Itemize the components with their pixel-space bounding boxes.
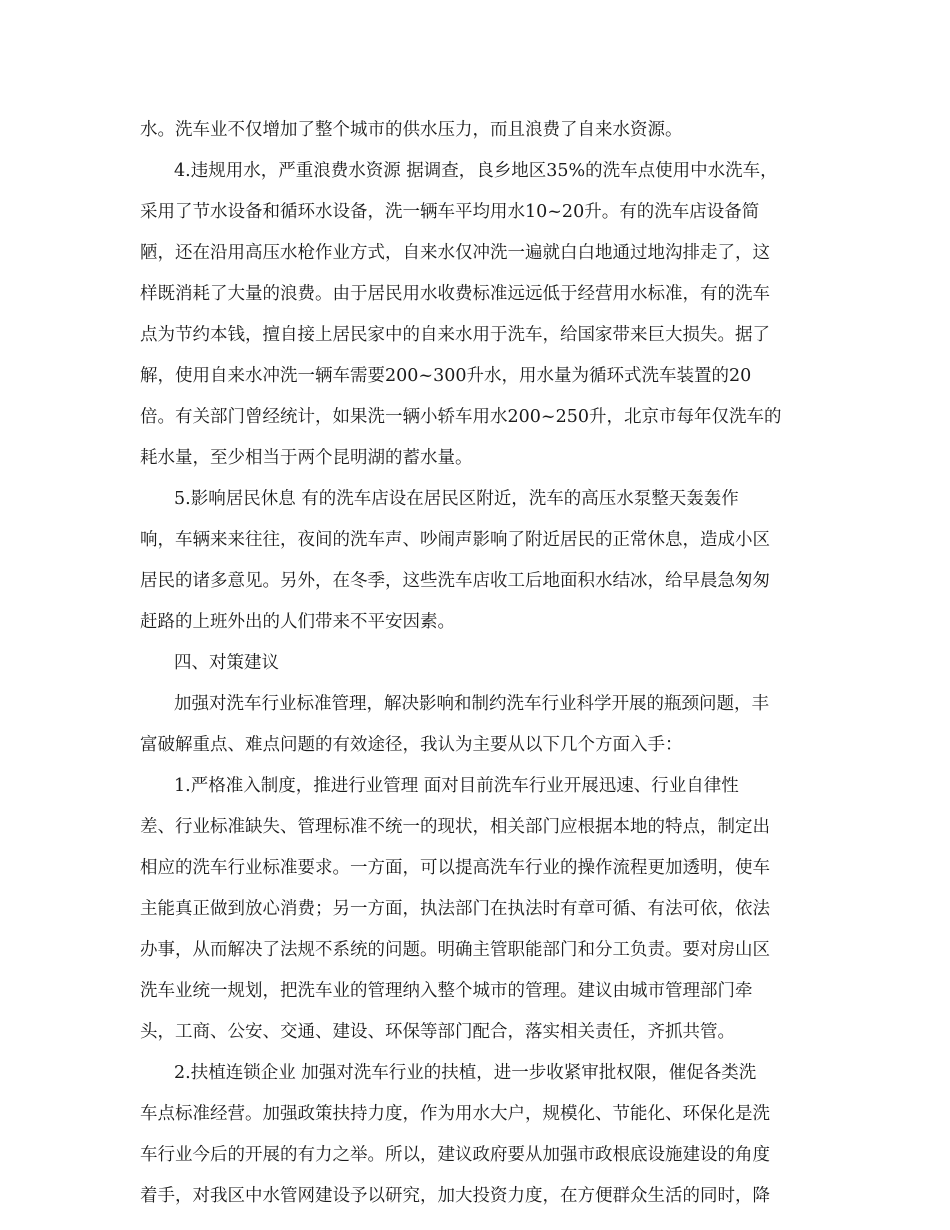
text-line: 样既消耗了大量的浪费。由于居民用水收费标准远远低于经营用水标准，有的洗车 [140,284,770,304]
text-line: 加强对洗车行业标准管理，解决影响和制约洗车行业科学开展的瓶颈问题，丰 [174,694,769,714]
text-line: 4.违规用水，严重浪费水资源 据调查，良乡地区35%的洗车点使用中水洗车， [174,161,778,181]
text-line: 洗车业统一规划，把洗车业的管理纳入整个城市的管理。建议由城市管理部门牵 [140,981,753,1001]
text-line: 采用了节水设备和循环水设备，洗一辆车平均用水10~20升。有的洗车店设备简 [140,202,760,222]
text-line: 主能真正做到放心消费；另一方面，执法部门在执法时有章可循、有法可依，依法 [140,899,770,919]
text-line: 相应的洗车行业标准要求。一方面，可以提高洗车行业的操作流程更加透明，使车 [140,858,770,878]
text-line: 差、行业标准缺失、管理标准不统一的现状，相关部门应根据本地的特点，制定出 [140,817,770,837]
text-line: 5.影响居民休息 有的洗车店设在居民区附近，洗车的高压水泵整天轰轰作 [174,489,739,509]
text-line: 2.扶植连锁企业 加强对洗车行业的扶植，进一步收紧审批权限，催促各类洗 [174,1063,757,1083]
text-line: 赶路的上班外出的人们带来不平安因素。 [140,612,455,632]
text-line: 解，使用自来水冲洗一辆车需要200~300升水，用水量为循环式洗车装置的20 [140,366,752,386]
text-line: 着手，对我区中水管网建设予以研究，加大投资力度，在方便群众生活的同时，降 [140,1186,770,1206]
text-line: 居民的诸多意见。另外，在冬季，这些洗车店收工后地面积水结冰，给早晨急匆匆 [140,571,770,591]
text-line: 办事，从而解决了法规不系统的问题。明确主管职能部门和分工负责。要对房山区 [140,940,770,960]
text-line: 倍。有关部门曾经统计，如果洗一辆小轿车用水200~250升，北京市每年仅洗车的 [140,407,782,427]
text-line: 富破解重点、难点问题的有效途径，我认为主要从以下几个方面入手： [140,735,683,755]
text-line: 头，工商、公安、交通、建设、环保等部门配合，落实相关责任，齐抓共管。 [140,1022,735,1042]
text-line: 响，车辆来来往往，夜间的洗车声、吵闹声影响了附近居民的正常休息，造成小区 [140,530,770,550]
section-heading: 四、对策建议 [174,653,279,673]
text-line: 耗水量，至少相当于两个昆明湖的蓄水量。 [140,448,473,468]
text-line: 陋，还在沿用高压水枪作业方式，自来水仅冲洗一遍就白白地通过地沟排走了，这 [140,243,770,263]
text-line: 1.严格准入制度，推进行业管理 面对目前洗车行业开展迅速、行业自律性 [174,776,739,796]
text-line: 车点标准经营。加强政策扶持力度，作为用水大户，规模化、节能化、环保化是洗 [140,1104,770,1124]
text-line: 点为节约本钱，擅自接上居民家中的自来水用于洗车，给国家带来巨大损失。据了 [140,325,770,345]
text-line: 车行业今后的开展的有力之举。所以，建议政府要从加强市政根底设施建设的角度 [140,1145,770,1165]
text-line: 水。洗车业不仅增加了整个城市的供水压力，而且浪费了自来水资源。 [140,120,683,140]
